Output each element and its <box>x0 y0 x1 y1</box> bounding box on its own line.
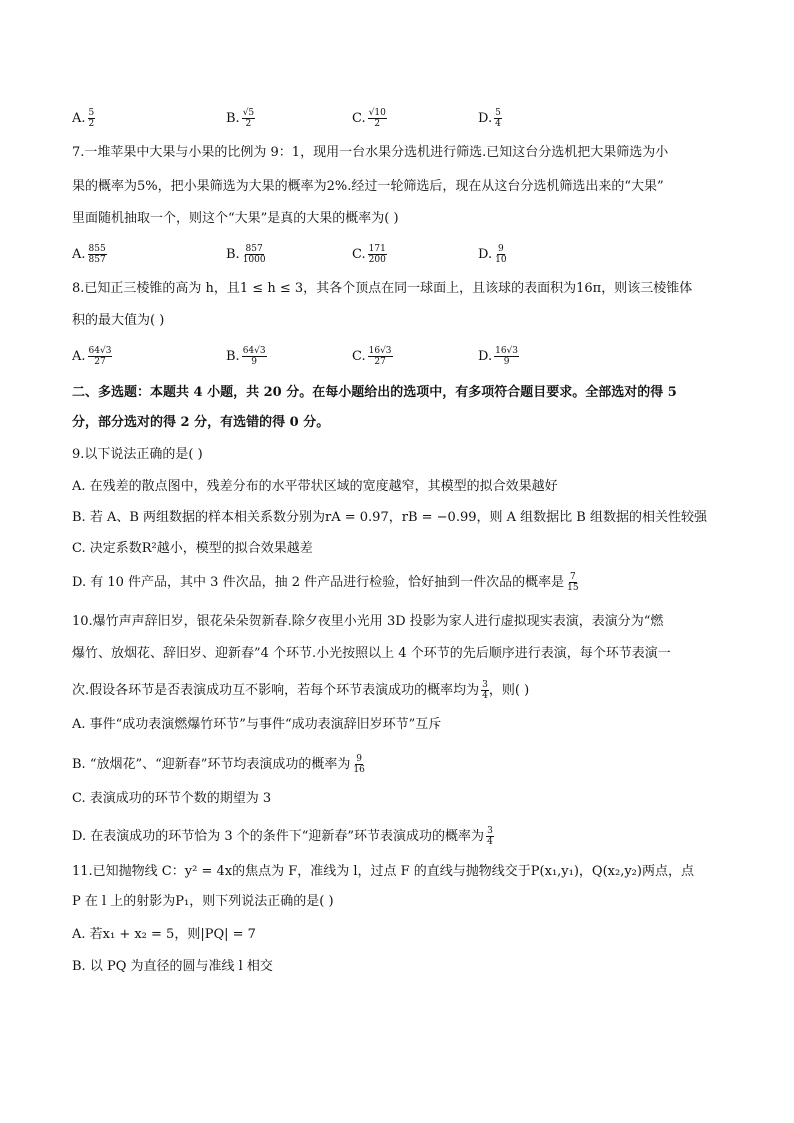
denominator: 27 <box>94 357 106 367</box>
numerator: √5 <box>242 108 255 118</box>
denominator: 9 <box>503 357 510 367</box>
fraction <box>242 346 267 367</box>
option-label: D. <box>478 349 493 364</box>
q6-option-a[interactable] <box>72 108 95 129</box>
q7-option-d[interactable] <box>478 244 508 265</box>
option-label: D. <box>478 111 493 126</box>
q11-option-a[interactable]: A. 若x₁ + x₂ = 5，则|PQ| = 7 <box>72 927 256 942</box>
option-label: B. <box>226 247 240 262</box>
numerator: 16√3 <box>495 346 519 356</box>
numerator: 9 <box>497 244 504 254</box>
numerator: 5 <box>495 108 501 118</box>
denominator: 2 <box>374 119 381 129</box>
q7-stem-line1: 7.一堆苹果中大果与小果的比例为 9：1，现用一台水果分选机进行筛选.已知这台分选机把大果筛选为小 <box>72 145 669 160</box>
numerator: 64√3 <box>88 346 112 356</box>
fraction <box>88 108 96 129</box>
q7-option-a[interactable] <box>72 244 107 265</box>
numerator: 171 <box>368 244 386 254</box>
fraction <box>242 108 255 129</box>
q10-stem-line2: 爆竹、放烟花、辞旧岁、迎新春”4 个环节.小光按照以上 4 个环节的先后顺序进行表演，每个环节表演一 <box>72 646 671 661</box>
option-label: B. <box>226 111 240 126</box>
q11-stem-line2: P 在 l 上的射影为P₁，则下列说法正确的是( ) <box>72 894 334 909</box>
q7-option-b[interactable] <box>226 244 267 265</box>
fraction <box>481 680 489 701</box>
q8-stem-line1: 8.已知正三棱锥的高为 h，且1 ≤ h ≤ 3，其各个顶点在同一球面上，且该球的表面积为16π，则该三棱锥体 <box>72 281 693 296</box>
denominator: 2 <box>88 119 95 129</box>
fraction <box>494 346 519 367</box>
option-label: B. <box>226 349 240 364</box>
fraction <box>242 244 267 265</box>
numerator: 3 <box>482 680 488 690</box>
q10-option-a[interactable]: A. 事件“成功表演燃爆竹环节”与事件“成功表演辞旧岁环节”互斥 <box>72 717 442 732</box>
option-text: B. “放烟花”、“迎新春”环节均表演成功的概率为 <box>72 757 351 772</box>
section2-header-line1: 二、多选题：本题共 4 小题，共 20 分。在每小题给出的选项中，有多项符合题目要求。全部选对的得 5 <box>72 385 677 400</box>
numerator: 16√3 <box>368 346 392 356</box>
option-label: A. <box>72 349 86 364</box>
option-label: C. <box>352 111 366 126</box>
option-text: D. 在表演成功的环节恰为 3 个的条件下“迎新春”环节表演成功的概率为 <box>72 829 485 844</box>
q9-option-c[interactable]: C. 决定系数R²越小，模型的拟合效果越差 <box>72 541 313 556</box>
option-label: C. <box>352 349 366 364</box>
q9-option-a[interactable]: A. 在残差的散点图中，残差分布的水平带状区域的宽度越窄，其模型的拟合效果越好 <box>72 479 558 494</box>
fraction <box>566 572 579 593</box>
option-label: A. <box>72 247 86 262</box>
denominator: 1000 <box>242 255 266 265</box>
q9-option-d[interactable] <box>72 572 580 593</box>
q6-option-b[interactable] <box>226 108 255 129</box>
denominator: 857 <box>88 255 106 265</box>
q10-stem-line1: 10.爆竹声声辞旧岁，银花朵朵贺新春.除夕夜里小光用 3D 投影为家人进行虚拟现实表演，表演分为“燃 <box>72 614 664 629</box>
q10-option-b[interactable] <box>72 754 366 775</box>
q10-option-d[interactable] <box>72 826 494 847</box>
q6-option-d[interactable] <box>478 108 502 129</box>
fraction <box>88 346 113 367</box>
q11-stem-line1: 11.已知抛物线 C：y² = 4x的焦点为 F，准线为 l，过点 F 的直线与抛物线交于P(x₁,y₁)，Q(x₂,y₂)两点，点 <box>72 864 694 879</box>
denominator: 2 <box>245 119 252 129</box>
numerator: 857 <box>245 244 263 254</box>
q8-stem-line2: 积的最大值为( ) <box>72 313 165 328</box>
q7-option-c[interactable] <box>352 244 387 265</box>
option-label: C. <box>352 247 366 262</box>
denominator: 4 <box>482 691 488 701</box>
q8-option-b[interactable] <box>226 346 267 367</box>
numerator: 5 <box>88 108 95 118</box>
stem-text: 次.假设各环节是否表演成功互不影响，若每个环节表演成功的概率均为 <box>72 683 480 698</box>
denominator: 10 <box>495 255 507 265</box>
option-label: D. <box>478 247 493 262</box>
q8-option-a[interactable] <box>72 346 112 367</box>
numerator: 3 <box>487 826 493 836</box>
section2-header-line2: 分，部分选对的得 2 分，有选错的得 0 分。 <box>72 415 330 430</box>
numerator: 64√3 <box>242 346 266 356</box>
q10-stem-line3 <box>72 680 529 701</box>
fraction <box>494 108 502 129</box>
denominator: 16 <box>353 765 365 775</box>
numerator: √10 <box>368 108 386 118</box>
option-label: A. <box>72 111 86 126</box>
q6-option-c[interactable] <box>352 108 387 129</box>
stem-tail: ，则( ) <box>488 683 530 698</box>
denominator: 4 <box>495 119 501 129</box>
q10-option-c[interactable]: C. 表演成功的环节个数的期望为 3 <box>72 791 272 806</box>
q9-option-b[interactable]: B. 若 A、B 两组数据的样本相关系数分别为rA = 0.97，rB = −0.99，则 A 组数据比 B 组数据的相关性较强 <box>72 510 707 525</box>
q11-option-b[interactable]: B. 以 PQ 为直径的圆与准线 l 相交 <box>72 959 273 974</box>
numerator: 9 <box>356 754 362 764</box>
fraction <box>88 244 107 265</box>
denominator: 15 <box>567 583 579 593</box>
denominator: 27 <box>374 357 386 367</box>
fraction <box>368 244 387 265</box>
denominator: 4 <box>487 837 493 847</box>
denominator: 200 <box>368 255 386 265</box>
numerator: 855 <box>88 244 106 254</box>
fraction <box>368 108 387 129</box>
fraction <box>368 346 393 367</box>
q7-stem-line2: 果的概率为5%，把小果筛选为大果的概率为2%.经过一轮筛选后，现在从这台分选机筛选出来的“大果” <box>72 179 664 194</box>
numerator: 7 <box>569 572 576 582</box>
option-text: D. 有 10 件产品，其中 3 件次品，抽 2 件产品进行检验，恰好抽到一件次品的概率是 <box>72 575 565 590</box>
q7-stem-line3: 里面随机抽取一个，则这个“大果”是真的大果的概率为( ) <box>72 211 399 226</box>
q9-stem: 9.以下说法正确的是( ) <box>72 447 203 462</box>
fraction <box>494 244 507 265</box>
fraction <box>352 754 365 775</box>
q8-option-d[interactable] <box>478 346 519 367</box>
denominator: 9 <box>251 357 258 367</box>
q8-option-c[interactable] <box>352 346 393 367</box>
fraction <box>486 826 494 847</box>
